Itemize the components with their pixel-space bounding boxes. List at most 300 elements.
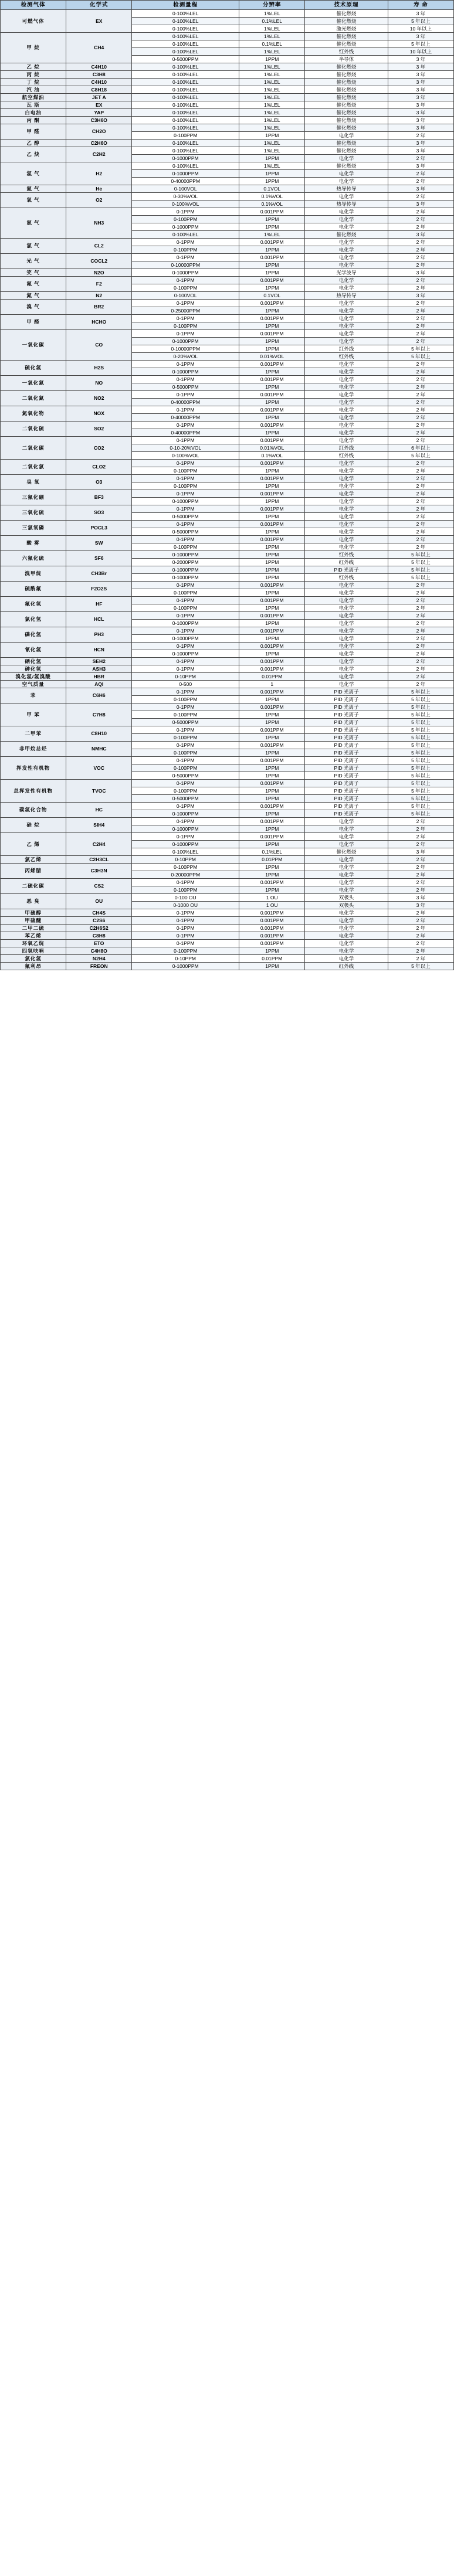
cell-range: 0-100%LEL (132, 848, 239, 856)
cell-range: 0-1000PPM (132, 498, 239, 505)
cell-life: 2 年 (388, 254, 453, 261)
cell-resolution: 1%LEL (239, 101, 305, 109)
table-row (1, 124, 454, 132)
table-row (1, 79, 454, 86)
cell-technology: 电化学 (305, 322, 388, 330)
cell-range: 0-5000PPM (132, 383, 239, 391)
table-row (1, 940, 454, 947)
cell-life: 5 年以上 (388, 345, 453, 353)
table-row (1, 673, 454, 681)
cell-range: 0-100VOL (132, 292, 239, 300)
cell-gas: 氯 气 (1, 239, 66, 254)
cell-life: 2 年 (388, 643, 453, 650)
cell-range: 0-1PPM (132, 688, 239, 696)
cell-life: 2 年 (388, 658, 453, 665)
cell-range: 0-100%LEL (132, 71, 239, 79)
cell-technology: 电化学 (305, 406, 388, 414)
cell-range: 0-1PPM (132, 597, 239, 604)
cell-range: 0-1PPM (132, 505, 239, 513)
cell-range: 0-1PPM (132, 932, 239, 940)
cell-range: 0-1PPM (132, 612, 239, 620)
cell-range: 0-10-20%VOL (132, 444, 239, 452)
cell-range: 0-1PPM (132, 521, 239, 528)
cell-life: 3 年 (388, 101, 453, 109)
cell-gas: 一氧化碳 (1, 330, 66, 361)
cell-gas: 氯化氢 (1, 955, 66, 963)
cell-resolution: 0.001PPM (239, 361, 305, 368)
cell-range: 0-100PPM (132, 482, 239, 490)
cell-range: 0-100PPM (132, 749, 239, 757)
cell-life: 2 年 (388, 383, 453, 391)
cell-technology: PID 光离子 (305, 780, 388, 787)
cell-life: 2 年 (388, 490, 453, 498)
cell-formula: C7H8 (66, 704, 132, 726)
cell-range: 0-1000PPM (132, 841, 239, 848)
cell-resolution: 0.001PPM (239, 932, 305, 940)
cell-gas: 苯乙烯 (1, 932, 66, 940)
cell-life: 3 年 (388, 63, 453, 71)
cell-technology: 电化学 (305, 947, 388, 955)
cell-formula: H2 (66, 162, 132, 185)
cell-life: 2 年 (388, 521, 453, 528)
cell-resolution: 0.1%VOL (239, 200, 305, 208)
cell-formula: C8H10 (66, 726, 132, 742)
cell-gas: 苯 (1, 688, 66, 704)
cell-resolution: 0.01PPM (239, 856, 305, 864)
cell-resolution: 1%LEL (239, 48, 305, 56)
cell-technology: 电化学 (305, 818, 388, 825)
cell-range: 0-100%LEL (132, 33, 239, 40)
cell-technology: 催化燃烧 (305, 101, 388, 109)
cell-range: 0-1PPM (132, 361, 239, 368)
cell-resolution: 1%LEL (239, 162, 305, 170)
cell-formula: POCL3 (66, 521, 132, 536)
cell-resolution: 1%LEL (239, 79, 305, 86)
cell-technology: 电化学 (305, 643, 388, 650)
cell-technology: PID 光离子 (305, 787, 388, 795)
cell-technology: 电化学 (305, 665, 388, 673)
table-row (1, 86, 454, 94)
cell-range: 0-100%LEL (132, 117, 239, 124)
cell-gas: 臭 氧 (1, 475, 66, 490)
cell-range: 0-100%LEL (132, 48, 239, 56)
cell-resolution: 1%LEL (239, 71, 305, 79)
cell-technology: 电化学 (305, 368, 388, 376)
table-row (1, 894, 454, 902)
table-row (1, 856, 454, 864)
cell-technology: 电化学 (305, 940, 388, 947)
cell-technology: 电化学 (305, 917, 388, 925)
cell-resolution: 0.001PPM (239, 726, 305, 734)
table-row (1, 627, 454, 635)
cell-resolution: 0.001PPM (239, 643, 305, 650)
cell-range: 0-100%LEL (132, 10, 239, 18)
cell-gas: 六氟化硫 (1, 551, 66, 566)
cell-formula: NO (66, 376, 132, 391)
cell-gas: 氯化氢 (1, 612, 66, 627)
table-row (1, 505, 454, 513)
cell-technology: 电化学 (305, 589, 388, 597)
cell-technology: PID 光离子 (305, 803, 388, 810)
cell-gas: 溴 气 (1, 300, 66, 315)
cell-life: 2 年 (388, 879, 453, 886)
cell-formula: NOX (66, 406, 132, 422)
cell-resolution: 0.01PPM (239, 955, 305, 963)
cell-gas: 溴化氢/氢溴酸 (1, 673, 66, 681)
cell-life: 2 年 (388, 414, 453, 422)
cell-resolution: 1PPM (239, 825, 305, 833)
cell-technology: 电化学 (305, 284, 388, 292)
cell-technology: 电化学 (305, 216, 388, 223)
cell-range: 0-1PPM (132, 780, 239, 787)
cell-range: 0-40000PPM (132, 178, 239, 185)
cell-life: 2 年 (388, 513, 453, 521)
cell-range: 0-1000PPM (132, 338, 239, 345)
cell-formula: N2O (66, 269, 132, 277)
cell-range: 0-100%VOL (132, 200, 239, 208)
cell-resolution: 1PPM (239, 764, 305, 772)
cell-technology: 电化学 (305, 330, 388, 338)
cell-technology: 红外线 (305, 444, 388, 452)
cell-range: 0-1PPM (132, 330, 239, 338)
cell-life: 2 年 (388, 528, 453, 536)
cell-range: 0-1000PPM (132, 635, 239, 643)
cell-resolution: 1%LEL (239, 117, 305, 124)
cell-range: 0-2000PPM (132, 559, 239, 566)
cell-gas: 硫酰氟 (1, 582, 66, 597)
cell-life: 2 年 (388, 627, 453, 635)
cell-technology: 电化学 (305, 825, 388, 833)
cell-technology: 电化学 (305, 925, 388, 932)
cell-life: 5 年以上 (388, 696, 453, 704)
cell-range: 0-5000PPM (132, 528, 239, 536)
cell-life: 2 年 (388, 132, 453, 140)
cell-resolution: 0.001PPM (239, 940, 305, 947)
cell-range: 0-1PPM (132, 627, 239, 635)
cell-gas: 甲 醛 (1, 315, 66, 330)
cell-technology: 电化学 (305, 612, 388, 620)
cell-resolution: 1PPM (239, 795, 305, 803)
cell-range: 0-1PPM (132, 726, 239, 734)
cell-formula: EX (66, 101, 132, 109)
cell-life: 2 年 (388, 475, 453, 482)
cell-technology: 激光燃烧 (305, 25, 388, 33)
cell-life: 3 年 (388, 117, 453, 124)
cell-life: 5 年以上 (388, 764, 453, 772)
cell-formula: C4H10 (66, 63, 132, 71)
cell-resolution: 1PPM (239, 551, 305, 559)
cell-technology: 电化学 (305, 490, 388, 498)
cell-life: 2 年 (388, 498, 453, 505)
cell-technology: 电化学 (305, 543, 388, 551)
cell-formula: SO2 (66, 422, 132, 437)
table-row (1, 239, 454, 246)
table-row (1, 864, 454, 871)
cell-formula: NH3 (66, 208, 132, 239)
cell-technology: PID 光离子 (305, 688, 388, 696)
cell-resolution: 1PPM (239, 132, 305, 140)
cell-life: 3 年 (388, 292, 453, 300)
cell-life: 5 年以上 (388, 566, 453, 574)
cell-formula: C3H8 (66, 71, 132, 79)
cell-life: 5 年以上 (388, 688, 453, 696)
cell-range: 0-1000PPM (132, 223, 239, 231)
cell-resolution: 1PPM (239, 810, 305, 818)
cell-technology: PID 光离子 (305, 772, 388, 780)
cell-technology: 电化学 (305, 429, 388, 437)
cell-life: 2 年 (388, 825, 453, 833)
cell-formula: CLO2 (66, 460, 132, 475)
cell-range: 0-1PPM (132, 208, 239, 216)
cell-formula: C2H2 (66, 147, 132, 162)
cell-technology: PID 光离子 (305, 749, 388, 757)
cell-technology: 电化学 (305, 513, 388, 521)
cell-technology: 电化学 (305, 399, 388, 406)
cell-resolution: 1PPM (239, 467, 305, 475)
cell-life: 2 年 (388, 170, 453, 178)
cell-range: 0-1PPM (132, 475, 239, 482)
cell-life: 2 年 (388, 635, 453, 643)
table-row (1, 94, 454, 101)
cell-gas: 汽 油 (1, 86, 66, 94)
cell-technology: 催化燃烧 (305, 231, 388, 239)
cell-gas: 恶 臭 (1, 894, 66, 909)
cell-formula: AQI (66, 681, 132, 688)
cell-life: 3 年 (388, 147, 453, 155)
cell-gas: 甲硫醚 (1, 917, 66, 925)
cell-life: 5 年以上 (388, 559, 453, 566)
cell-gas: 乙 醇 (1, 140, 66, 147)
cell-formula: C2H4 (66, 833, 132, 856)
cell-range: 0-1PPM (132, 254, 239, 261)
cell-resolution: 1PPM (239, 414, 305, 422)
cell-resolution: 1PPM (239, 170, 305, 178)
column-header-life: 寿 命 (388, 1, 453, 10)
cell-resolution: 0.001PPM (239, 277, 305, 284)
table-row (1, 254, 454, 261)
cell-resolution: 0.001PPM (239, 239, 305, 246)
cell-life: 3 年 (388, 86, 453, 94)
cell-gas: 硫化氢 (1, 361, 66, 376)
cell-life: 2 年 (388, 467, 453, 475)
table-row (1, 536, 454, 543)
cell-gas: 氦 气 (1, 185, 66, 193)
cell-formula: HCL (66, 612, 132, 627)
cell-range: 0-1PPM (132, 879, 239, 886)
cell-technology: 电化学 (305, 505, 388, 513)
cell-technology: 电化学 (305, 155, 388, 162)
cell-gas: 笑 气 (1, 269, 66, 277)
cell-life: 2 年 (388, 300, 453, 307)
cell-formula: HC (66, 803, 132, 818)
cell-resolution: 1 (239, 681, 305, 688)
cell-range: 0-1000PPM (132, 574, 239, 582)
cell-resolution: 1PPM (239, 719, 305, 726)
cell-gas: 环氧乙烷 (1, 940, 66, 947)
cell-range: 0-1PPM (132, 757, 239, 764)
cell-range: 0-10PPM (132, 673, 239, 681)
cell-formula: SF6 (66, 551, 132, 566)
cell-range: 0-1PPM (132, 376, 239, 383)
cell-range: 0-100PPM (132, 132, 239, 140)
cell-technology: 催化燃烧 (305, 86, 388, 94)
cell-formula: CH4 (66, 33, 132, 63)
cell-resolution: 1PPM (239, 513, 305, 521)
cell-life: 3 年 (388, 200, 453, 208)
table-row (1, 101, 454, 109)
cell-gas: 三氯氧磷 (1, 521, 66, 536)
cell-resolution: 1PPM (239, 696, 305, 704)
cell-resolution: 1%LEL (239, 25, 305, 33)
cell-technology: 电化学 (305, 658, 388, 665)
cell-technology: PID 光离子 (305, 757, 388, 764)
cell-resolution: 0.001PPM (239, 909, 305, 917)
cell-technology: 催化燃烧 (305, 117, 388, 124)
table-row (1, 803, 454, 810)
cell-range: 0-40000PPM (132, 429, 239, 437)
cell-technology: 催化燃烧 (305, 147, 388, 155)
table-row (1, 925, 454, 932)
cell-resolution: 0.1%VOL (239, 193, 305, 200)
cell-technology: 电化学 (305, 841, 388, 848)
cell-range: 0-1000PPM (132, 170, 239, 178)
cell-resolution: 1PPM (239, 322, 305, 330)
cell-life: 3 年 (388, 33, 453, 40)
table-row (1, 117, 454, 124)
cell-formula: COCL2 (66, 254, 132, 269)
cell-resolution: 1PPM (239, 711, 305, 719)
cell-range: 0-100PPM (132, 216, 239, 223)
cell-technology: 电化学 (305, 132, 388, 140)
cell-gas: 甲 苯 (1, 704, 66, 726)
cell-resolution: 1PPM (239, 155, 305, 162)
cell-life: 2 年 (388, 391, 453, 399)
cell-technology: 催化燃烧 (305, 63, 388, 71)
cell-range: 0-500 (132, 681, 239, 688)
cell-resolution: 1PPM (239, 368, 305, 376)
cell-range: 0-1PPM (132, 925, 239, 932)
cell-resolution: 0.001PPM (239, 879, 305, 886)
cell-life: 2 年 (388, 940, 453, 947)
cell-resolution: 1PPM (239, 620, 305, 627)
cell-life: 5 年以上 (388, 40, 453, 48)
cell-resolution: 1PPM (239, 772, 305, 780)
cell-formula: HCHO (66, 315, 132, 330)
cell-life: 2 年 (388, 932, 453, 940)
cell-resolution: 0.001PPM (239, 391, 305, 399)
cell-gas: 二氧化硫 (1, 422, 66, 437)
table-row (1, 490, 454, 498)
table-row (1, 63, 454, 71)
cell-life: 2 年 (388, 284, 453, 292)
cell-resolution: 0.001PPM (239, 757, 305, 764)
cell-life: 6 年以上 (388, 444, 453, 452)
table-row (1, 422, 454, 429)
table-row (1, 162, 454, 170)
cell-life: 2 年 (388, 376, 453, 383)
cell-formula: He (66, 185, 132, 193)
cell-gas: 二甲二硫 (1, 925, 66, 932)
cell-technology: 电化学 (305, 864, 388, 871)
table-row (1, 681, 454, 688)
cell-range: 0-1PPM (132, 300, 239, 307)
cell-range: 0-100%LEL (132, 101, 239, 109)
cell-technology: 电化学 (305, 604, 388, 612)
table-row (1, 109, 454, 117)
cell-life: 3 年 (388, 109, 453, 117)
cell-life: 5 年以上 (388, 18, 453, 25)
cell-technology: 光学波导 (305, 269, 388, 277)
cell-resolution: 0.001PPM (239, 376, 305, 383)
cell-resolution: 0.001PPM (239, 208, 305, 216)
cell-technology: PID 光离子 (305, 704, 388, 711)
cell-gas: 乙 烯 (1, 833, 66, 856)
cell-technology: 电化学 (305, 582, 388, 589)
cell-range: 0-5000PPM (132, 56, 239, 63)
cell-life: 2 年 (388, 871, 453, 879)
cell-range: 0-1000PPM (132, 810, 239, 818)
cell-range: 0-100%LEL (132, 124, 239, 132)
cell-life: 3 年 (388, 902, 453, 909)
cell-range: 0-1PPM (132, 909, 239, 917)
cell-resolution: 0.001PPM (239, 582, 305, 589)
cell-technology: 电化学 (305, 635, 388, 643)
cell-range: 0-1PPM (132, 803, 239, 810)
cell-technology: PID 光离子 (305, 764, 388, 772)
cell-range: 0-1PPM (132, 704, 239, 711)
cell-formula: BF3 (66, 490, 132, 505)
cell-technology: PID 光离子 (305, 795, 388, 803)
cell-life: 3 年 (388, 10, 453, 18)
cell-life: 2 年 (388, 856, 453, 864)
table-row (1, 269, 454, 277)
cell-range: 0-1000PPM (132, 566, 239, 574)
cell-life: 2 年 (388, 429, 453, 437)
cell-technology: 电化学 (305, 437, 388, 444)
cell-resolution: 1PPM (239, 284, 305, 292)
cell-life: 3 年 (388, 848, 453, 856)
cell-range: 0-100PPM (132, 696, 239, 704)
cell-gas: 氰化氢 (1, 643, 66, 658)
cell-range: 0-1PPM (132, 460, 239, 467)
cell-resolution: 0.001PPM (239, 612, 305, 620)
table-row (1, 757, 454, 764)
cell-range: 0-100VOL (132, 185, 239, 193)
cell-resolution: 0.001PPM (239, 780, 305, 787)
cell-range: 0-1PPM (132, 315, 239, 322)
cell-gas: 氟化氢 (1, 597, 66, 612)
cell-range: 0-100%LEL (132, 231, 239, 239)
cell-range: 0-1PPM (132, 406, 239, 414)
cell-formula: C2H6O (66, 140, 132, 147)
cell-range: 0-5000PPM (132, 795, 239, 803)
cell-life: 2 年 (388, 543, 453, 551)
cell-life: 2 年 (388, 307, 453, 315)
cell-life: 2 年 (388, 261, 453, 269)
cell-technology: 催化燃烧 (305, 40, 388, 48)
cell-range: 0-100PPM (132, 284, 239, 292)
cell-range: 0-100%LEL (132, 40, 239, 48)
cell-resolution: 1%LEL (239, 109, 305, 117)
cell-resolution: 1PPM (239, 528, 305, 536)
cell-resolution: 1PPM (239, 216, 305, 223)
table-row (1, 879, 454, 886)
table-row (1, 475, 454, 482)
cell-resolution: 1PPM (239, 178, 305, 185)
cell-life: 2 年 (388, 437, 453, 444)
cell-range: 0-1PPM (132, 833, 239, 841)
cell-gas: 二氧化氯 (1, 460, 66, 475)
